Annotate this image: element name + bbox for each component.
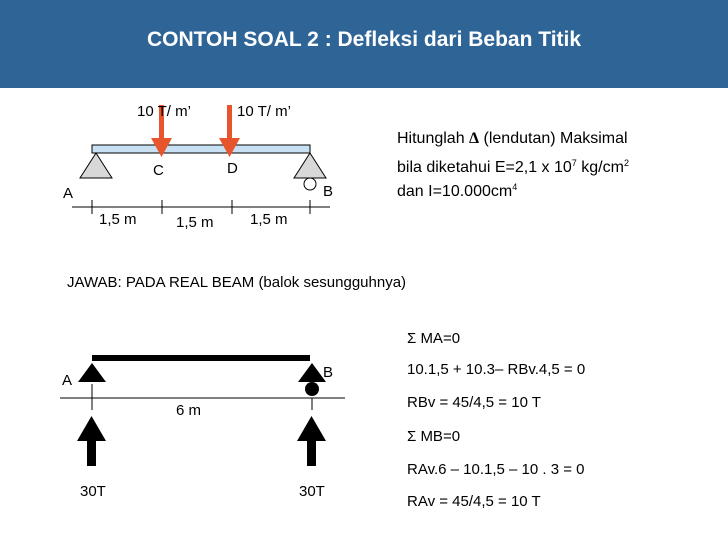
answer-heading: JAWAB: PADA REAL BEAM (balok sesungguhnya)	[67, 274, 407, 291]
roller-b-real	[305, 382, 319, 396]
point-label-d: D	[227, 160, 238, 177]
reaction-label-left: 30T	[80, 483, 106, 500]
real-beam-label-a: A	[62, 372, 73, 389]
dimension-label-1: 1,5 m	[99, 211, 137, 228]
reaction-label-right: 30T	[299, 483, 325, 500]
equation-4: Σ MB=0	[407, 428, 461, 445]
question-line-1: Hitunglah Δ (lendutan) Maksimal	[397, 130, 628, 147]
beam-real	[92, 355, 310, 361]
support-label-a: A	[63, 185, 74, 202]
support-a-top	[80, 153, 112, 178]
equation-3: RBv = 45/4,5 = 10 T	[407, 394, 541, 411]
real-beam-label-b: B	[323, 364, 334, 381]
delta-symbol: Δ	[469, 130, 480, 147]
dimension-label-3: 1,5 m	[250, 211, 288, 228]
span-label: 6 m	[176, 402, 202, 419]
reaction-arrow-left	[77, 416, 106, 466]
support-b-real	[298, 363, 326, 382]
support-a-real	[78, 363, 106, 382]
beam-top	[92, 145, 310, 153]
question-line-3: dan $I=10.000cm^4$	[397, 182, 518, 200]
equation-2: 10.1,5 + 10.3– RBv.4,5 = 0	[407, 361, 586, 378]
support-label-b: B	[323, 183, 334, 200]
point-label-c: C	[153, 162, 164, 179]
equation-1: Σ MA=0	[407, 330, 461, 347]
load-label-right: 10 T/ m’	[237, 103, 291, 120]
support-b-top	[294, 153, 326, 178]
equation-6: RAv = 45/4,5 = 10 T	[407, 493, 541, 510]
load-label-left: 10 T/ m’	[137, 103, 191, 120]
question-line-2: bila diketahui E=2,1 x $10^7$ $kg/cm^2$	[397, 158, 629, 176]
dimension-label-2: 1,5 m	[176, 214, 214, 231]
reaction-arrow-right	[297, 416, 326, 466]
roller-b-top	[304, 178, 316, 190]
slide-title: CONTOH SOAL 2 : Defleksi dari Beban Titik	[146, 28, 582, 51]
equation-5: RAv.6 – 10.1,5 – 10 . 3 = 0	[407, 461, 585, 478]
